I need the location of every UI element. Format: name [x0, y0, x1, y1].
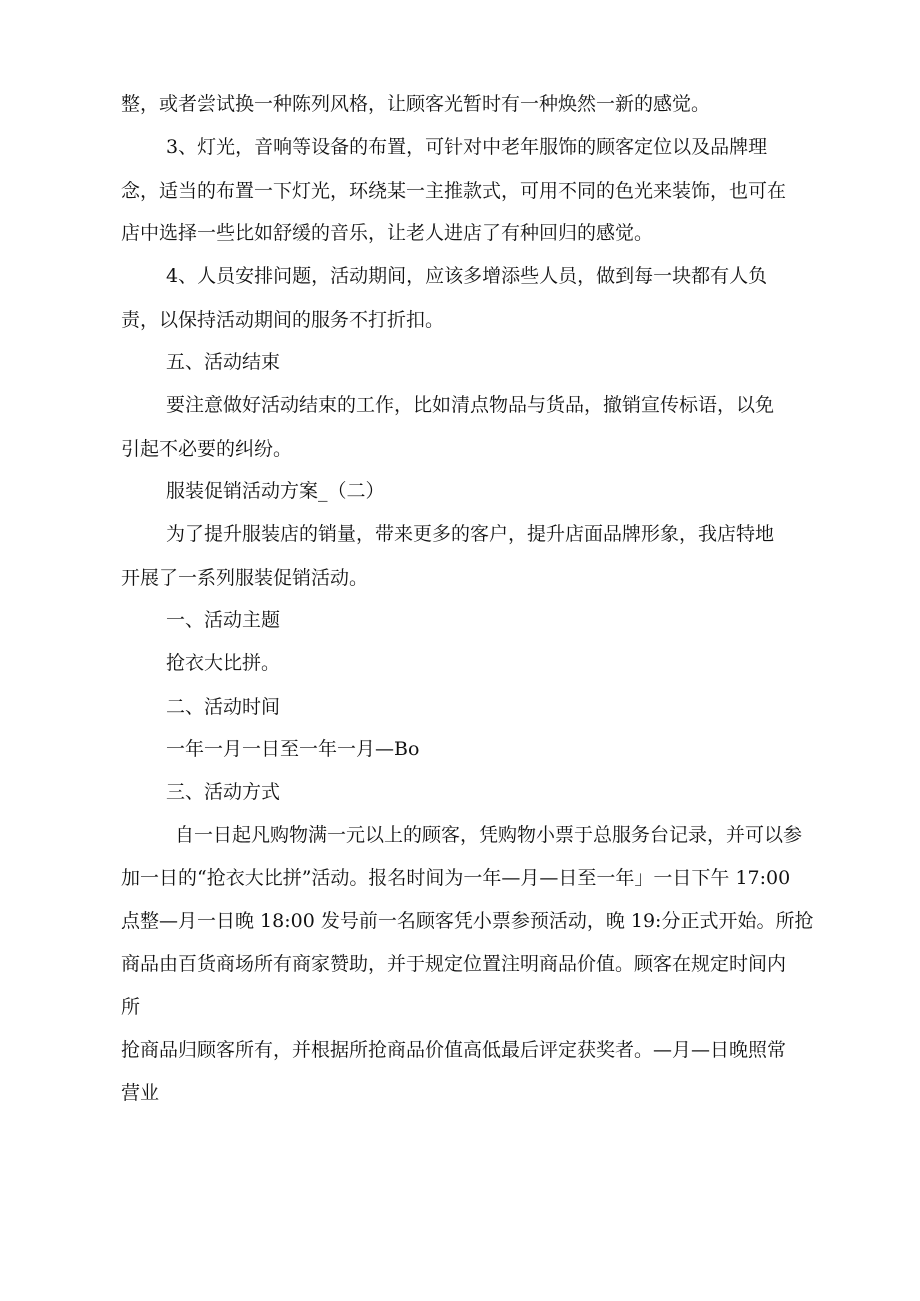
section-heading: 一、活动主题 — [166, 609, 281, 631]
paragraph-line: 开展了一系列服装促销活动。 — [121, 567, 369, 589]
section-heading: 二、活动时间 — [166, 696, 281, 718]
paragraph-line: 责，以保持活动期间的服务不打折扣。 — [121, 309, 445, 331]
paragraph-line: 整，或者尝试换一种陈列风格，让顾客光暂时有一种焕然一新的感觉。 — [121, 93, 711, 115]
paragraph-line: 为了提升服装店的销量，带来更多的客户，提升店面品牌形象，我店特地 — [166, 523, 775, 545]
paragraph-line: 所 — [121, 996, 141, 1018]
paragraph-line: 商品由百货商场所有商家赞助，并于规定位置注明商品价值。顾客在规定时间内 — [121, 953, 787, 975]
paragraph-line: 自一日起凡购物满一元以上的顾客，凭购物小票于总服务台记录，并可以参 — [175, 824, 803, 846]
paragraph-line: 营业 — [121, 1082, 160, 1104]
paragraph-line: 点整—月一日晚 18:00 发号前一名顾客凭小票参预活动，晚 19:分正式开始。所抢 — [121, 910, 814, 932]
paragraph-line: 抢商品归顾客所有，并根据所抢商品价值高低最后评定获奖者。—月—日晚照常 — [121, 1039, 787, 1061]
paragraph-line: 一年一月一日至一年一月—Bo — [166, 738, 420, 760]
document-title: 服装促销活动方案_（二） — [166, 480, 385, 502]
paragraph-line: 加一日的“抢衣大比拼”活动。报名时间为一年—月—日至一年」一日下午 17:00 — [121, 867, 791, 889]
paragraph-line: 要注意做好活动结束的工作，比如清点物品与货品，撤销宣传标语，以免 — [166, 394, 775, 416]
paragraph-line: 念，适当的布置一下灯光，环绕某一主推款式，可用不同的色光来装饰，也可在 — [121, 180, 787, 202]
section-heading: 三、活动方式 — [166, 781, 281, 803]
section-heading: 五、活动结束 — [166, 351, 281, 373]
paragraph-line: 3、灯光，音响等设备的布置，可针对中老年服饰的顾客定位以及品牌理 — [166, 136, 768, 158]
paragraph-line: 店中选择一些比如舒缓的音乐，让老人进店了有种回归的感觉。 — [121, 222, 654, 244]
paragraph-line: 引起不必要的纠纷。 — [121, 438, 293, 460]
paragraph-line: 4、人员安排问题，活动期间，应该多增添些人员，做到每一块都有人负 — [166, 265, 768, 287]
paragraph-line: 抢衣大比拼。 — [166, 652, 281, 674]
